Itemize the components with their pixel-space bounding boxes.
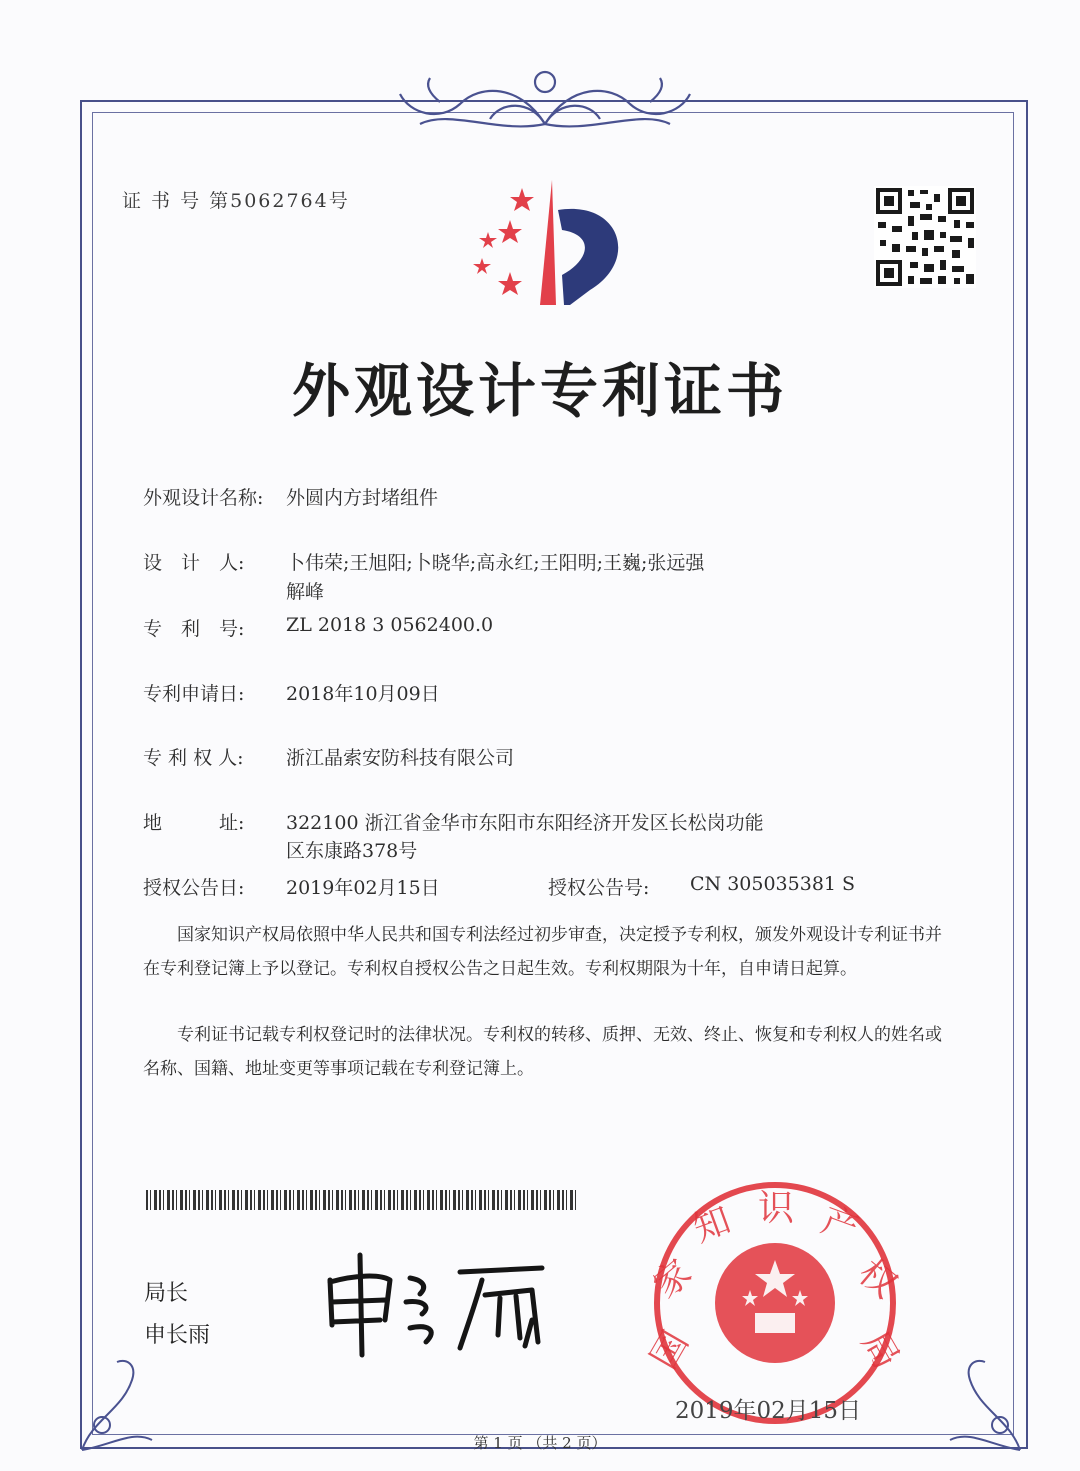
patentee-value: 浙江晶索安防科技有限公司 bbox=[286, 747, 515, 769]
signatory-role: 局长 bbox=[144, 1281, 189, 1306]
seal-char-shi: 识 bbox=[757, 1188, 795, 1229]
page-footer: 第 1 页 （共 2 页） bbox=[473, 1434, 607, 1452]
barcode bbox=[146, 1190, 576, 1210]
grant-number-value: CN 305035381 S bbox=[690, 873, 856, 895]
top-ornament bbox=[380, 64, 710, 134]
signatory-name: 申长雨 bbox=[144, 1323, 211, 1348]
patentee-label: 专 利 权 人: bbox=[143, 747, 244, 769]
body-paragraph-2: 专利证书记载专利权登记时的法律状况。专利权的转移、质押、无效、终止、恢复和专利权人的姓名或名称、国籍、地址变更等事项记载在专利登记簿上。 bbox=[143, 1025, 942, 1079]
designer-label: 设 计 人: bbox=[143, 552, 245, 574]
signature bbox=[310, 1250, 560, 1360]
seal-char-chan: 产 bbox=[816, 1199, 864, 1251]
body-paragraph-1: 国家知识产权局依照中华人民共和国专利法经过初步审查，决定授予专利权，颁发外观设计专利证书并在专利登记簿上予以登记。专利权自授权公告之日起生效。专利权期限为十年，自申请日起算。 bbox=[143, 925, 942, 979]
official-seal bbox=[643, 1178, 907, 1428]
seal-char-guo: 国 bbox=[643, 1324, 697, 1377]
grant-number-label: 授权公告号: bbox=[548, 877, 650, 899]
seal-char-jia: 家 bbox=[645, 1251, 700, 1307]
grant-date-label: 授权公告日: bbox=[143, 877, 245, 899]
seal-date: 2019年02月15日 bbox=[675, 1398, 862, 1424]
address-value-line2: 区东康路378号 bbox=[286, 840, 418, 862]
seal-char-ju: 局 bbox=[853, 1324, 907, 1377]
filing-date-label: 专利申请日: bbox=[143, 683, 245, 705]
design-name-label: 外观设计名称: bbox=[143, 487, 264, 509]
certificate-number: 证 书 号 第5062764号 bbox=[122, 190, 350, 212]
qr-code bbox=[874, 186, 976, 288]
address-label: 地 址: bbox=[143, 812, 245, 834]
design-name-value: 外圆内方封堵组件 bbox=[286, 487, 439, 509]
filing-date-value: 2018年10月09日 bbox=[286, 683, 440, 705]
designers-value-line2: 解峰 bbox=[286, 581, 325, 603]
designers-value-line1: 卜伟荣;王旭阳;卜晓华;高永红;王阳明;王巍;张远强 bbox=[286, 552, 705, 574]
cnipa-logo-icon bbox=[470, 180, 640, 310]
patent-number-value: ZL 2018 3 0562400.0 bbox=[286, 614, 494, 636]
seal-char-quan: 权 bbox=[850, 1251, 905, 1307]
grant-date-value: 2019年02月15日 bbox=[286, 877, 440, 899]
page-title: 外观设计专利证书 bbox=[291, 357, 788, 425]
address-value-line1: 322100 浙江省金华市东阳市东阳经济开发区长松岗功能 bbox=[286, 812, 764, 834]
patent-number-label: 专 利 号: bbox=[143, 618, 245, 640]
seal-char-zhi: 知 bbox=[688, 1199, 736, 1251]
